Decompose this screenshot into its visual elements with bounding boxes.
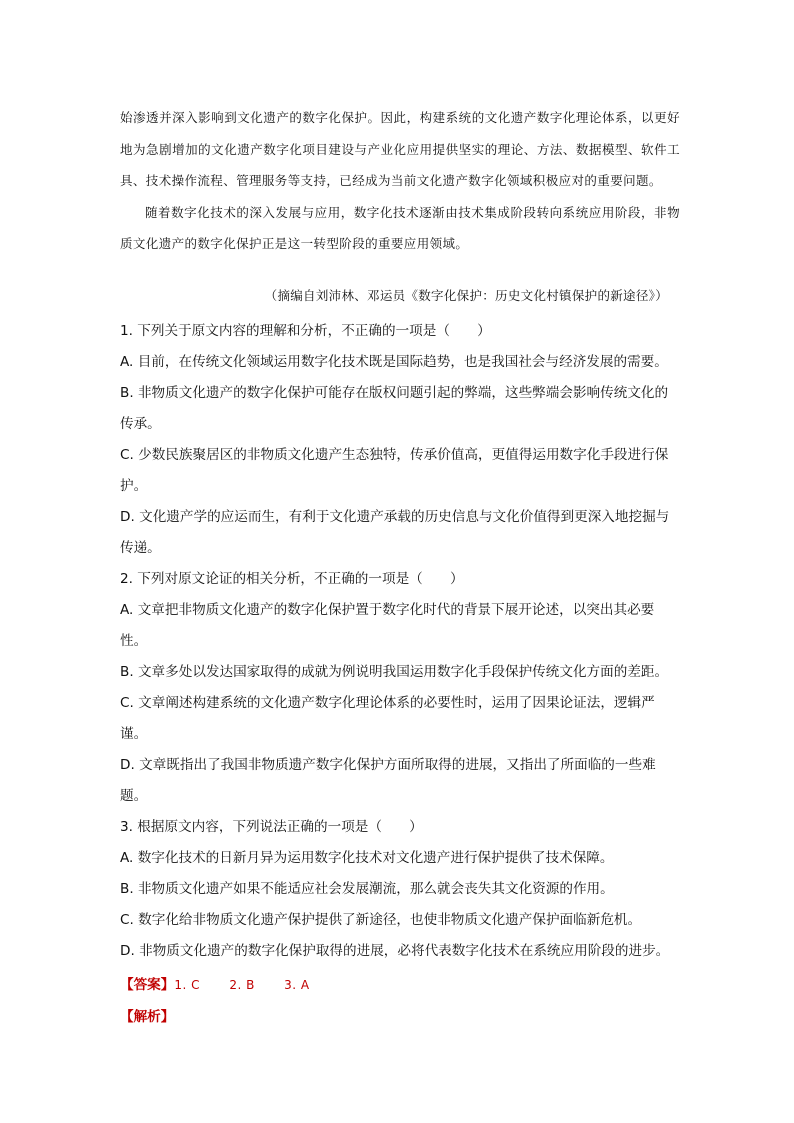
question-2 [120,564,680,812]
analysis-heading [120,1002,174,1033]
question-stem: 2. 下列对原文论证的相关分析，不正确的一项是（ ） [120,571,464,587]
passage-paragraph-1: 始渗透并深入影响到文化遗产的数字化保护。因此，构建系统的文化遗产数字化理论体系，以更好地为急剧增加的文化遗产数字化项目建设与产业化应用提供坚实的理论、方法、数据模型、软件工具、技术操作流程、管理服务等支持，已经成为当前文化遗产数字化领域积极应对的重要问题。 [120,110,680,188]
question-stem: 3. 根据原文内容，下列说法正确的一项是（ ） [120,819,423,835]
questions-section [120,316,680,967]
passage [120,102,680,260]
option-a: A. 数字化技术的日新月异为运用数字化技术对文化遗产进行保护提供了技术保障。 [120,850,614,866]
question-stem: 1. 下列关于原文内容的理解和分析，不正确的一项是（ ） [120,323,491,339]
option-c: C. 数字化给非物质文化遗产保护提供了新途径，也使非物质文化遗产保护面临新危机。 [120,912,642,928]
option-a: A. 目前，在传统文化领域运用数字化技术既是国际趋势，也是我国社会与经济发展的需要。 [120,354,668,370]
question-3 [120,812,680,967]
answer-label: 【答案】 [120,977,175,993]
option-c: C. 文章阐述构建系统的文化遗产数字化理论体系的必要性时，运用了因果论证法，逻辑严谨。 [120,695,655,742]
passage-paragraph-2: 随着数字化技术的深入发展与应用，数字化技术逐渐由技术集成阶段转向系统应用阶段，非物质文化遗产的数字化保护正是这一转型阶段的重要应用领域。 [120,204,680,251]
option-b: B. 非物质文化遗产如果不能适应社会发展潮流，那么就会丧失其文化资源的作用。 [120,881,614,897]
answer-text: 1. C 2. B 3. A [174,978,310,992]
option-b: B. 文章多处以发达国家取得的成就为例说明我国运用数字化手段保护传统文化方面的差距。 [120,664,669,680]
option-a: A. 文章把非物质文化遗产的数字化保护置于数字化时代的背景下展开论述，以突出其必要性。 [120,602,655,649]
option-c: C. 少数民族聚居区的非物质文化遗产生态独特，传承价值高，更值得运用数字化手段进行保护。 [120,447,669,494]
option-d: D. 文章既指出了我国非物质遗产数字化保护方面所取得的进展，又指出了所面临的一些难题。 [120,757,656,804]
option-b: B. 非物质文化遗产的数字化保护可能存在版权问题引起的弊端，这些弊端会影响传统文化的传承。 [120,385,669,432]
option-d: D. 非物质文化遗产的数字化保护取得的进展，必将代表数字化技术在系统应用阶段的进步。 [120,943,670,959]
question-1 [120,316,680,564]
option-d: D. 文化遗产学的应运而生，有利于文化遗产承载的历史信息与文化价值得到更深入地挖掘与传递。 [120,509,670,556]
passage-source: （摘编自刘沛林、邓运员《数字化保护：历史文化村镇保护的新途径》） [264,288,668,303]
analysis-label: 【解析】 [120,1009,175,1025]
answer-line [120,970,680,1001]
